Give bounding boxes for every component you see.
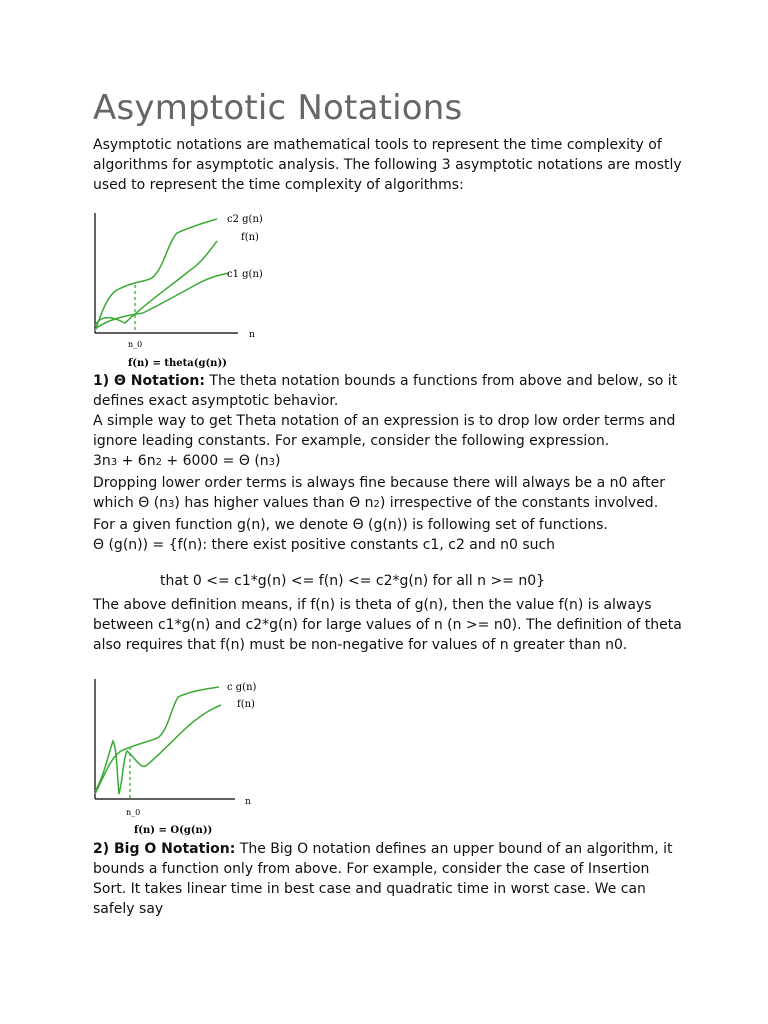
theta-simple-way: A simple way to get Theta notation of an expression is to drop low order terms and ignore leading constants. For example, consider the following expression.	[93, 413, 676, 449]
theta-dropping: Dropping lower order terms is always fine because there will always be a n0 after which Θ (n3) has higher values than Θ n2) irrespective of the constants involved.	[93, 475, 666, 511]
bigo-caption: f(n) = O(g(n))	[134, 825, 213, 836]
n0-label: n_0	[126, 808, 141, 817]
theta-graph	[93, 213, 293, 373]
bigo-heading: 2) Big O Notation:	[93, 841, 236, 857]
theta-meaning: The above definition means, if f(n) is theta of g(n), then the value f(n) is always between c1*g(n) and c2*g(n) for large values of n (n >= n0). The definition of theta also requires that f(n) must be non-negative for values of n greater than n0.	[93, 597, 682, 653]
theta-lead: The theta notation bounds a functions from above and below, so it defines exact asymptotic behavior.	[93, 373, 678, 409]
f-n-label: f(n)	[241, 232, 259, 243]
theta-heading: 1) Θ Notation:	[93, 373, 205, 389]
bigo-paragraph	[93, 839, 683, 919]
c2-g-curve	[95, 219, 217, 331]
document-page	[93, 86, 683, 919]
bigo-text: The Big O notation defines an upper bound of an algorithm, it bounds a function only from above. For example, consider the case of Insertion Sort. It takes linear time in best case and quadratic time in worst case. We can safely say	[93, 841, 673, 917]
c-g-label: c g(n)	[227, 682, 257, 693]
intro-paragraph: Asymptotic notations are mathematical tools to represent the time complexity of algorithms for asymptotic analysis. The following 3 asymptotic notations are mostly used to represent the time complexity of algorithms:	[93, 137, 682, 193]
f-n-label: f(n)	[237, 699, 255, 710]
axis-n-label: n	[245, 797, 251, 807]
bigo-figure	[93, 679, 683, 839]
theta-set-condition: that 0 <= c1*g(n) <= f(n) <= c2*g(n) for all n >= n0}	[160, 573, 546, 589]
c-g-curve	[95, 687, 219, 794]
c1-g-label: c1 g(n)	[227, 269, 263, 280]
theta-figure	[93, 213, 683, 371]
page-title: Asymptotic Notations	[93, 88, 463, 128]
n0-label: n_0	[128, 340, 143, 349]
theta-caption: f(n) = theta(g(n))	[128, 358, 227, 369]
theta-expression: 3n3 + 6n2 + 6000 = Θ (n3)	[93, 453, 281, 469]
c2-g-label: c2 g(n)	[227, 214, 263, 225]
theta-paragraph	[93, 371, 683, 411]
theta-set-definition: Θ (g(n)) = {f(n): there exist positive constants c1, c2 and n0 such	[93, 537, 556, 553]
theta-given: For a given function g(n), we denote Θ (g(n)) is following set of functions.	[93, 517, 608, 533]
f-n-curve	[95, 705, 221, 794]
axis-n-label: n	[249, 330, 255, 340]
c1-g-curve	[95, 273, 229, 329]
bigo-graph	[93, 679, 293, 839]
